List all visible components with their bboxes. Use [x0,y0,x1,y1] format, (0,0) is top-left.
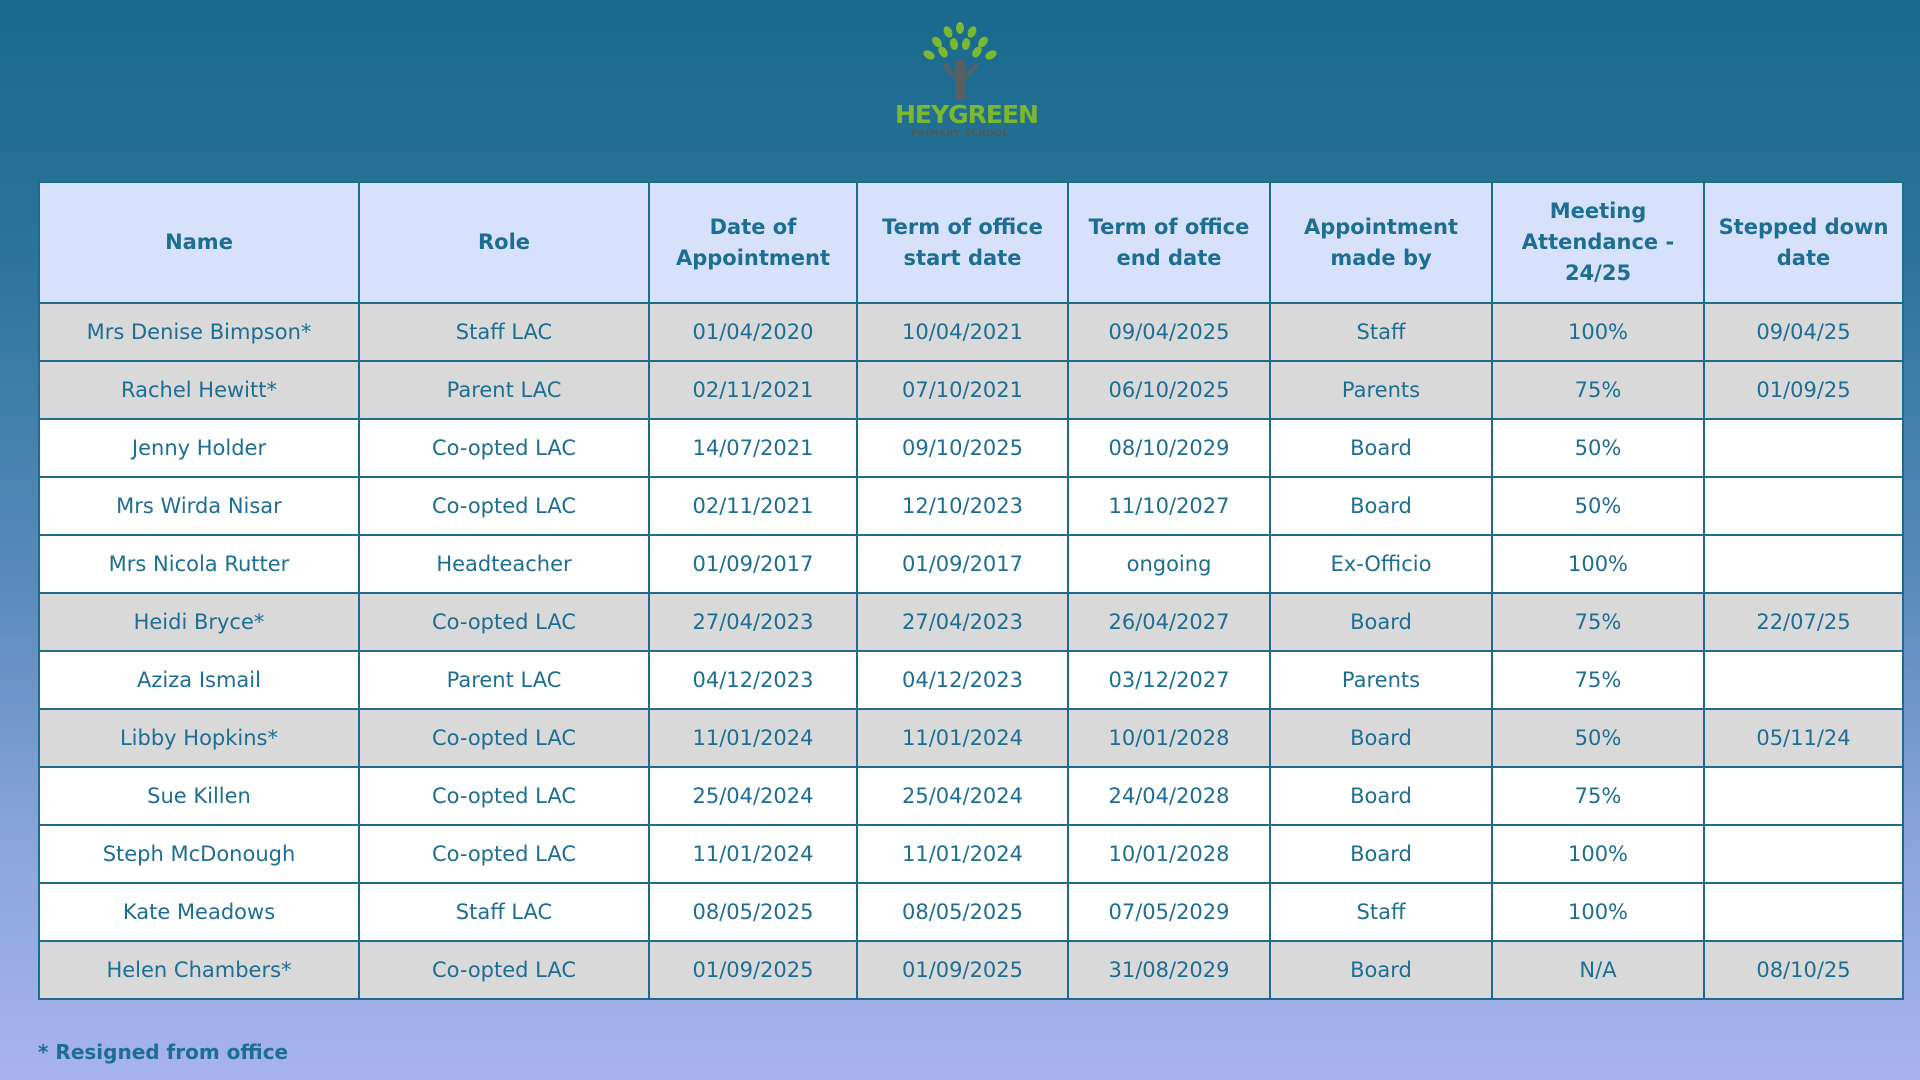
tree-icon [915,22,1005,104]
cell-stepped-down-date: 22/07/25 [1704,593,1903,651]
cell-role: Parent LAC [359,361,649,419]
cell-term-end: 03/12/2027 [1068,651,1270,709]
cell-role: Co-opted LAC [359,825,649,883]
cell-term-end: 24/04/2028 [1068,767,1270,825]
cell-meeting-attendance: 50% [1492,477,1704,535]
table-row [39,303,1903,361]
governors-table [38,181,1904,1000]
table-row [39,361,1903,419]
cell-date-of-appointment: 11/01/2024 [649,709,857,767]
cell-stepped-down-date [1704,651,1903,709]
cell-term-end: 06/10/2025 [1068,361,1270,419]
cell-term-end: 26/04/2027 [1068,593,1270,651]
cell-stepped-down-date [1704,535,1903,593]
table-row [39,941,1903,999]
cell-term-start: 08/05/2025 [857,883,1068,941]
header-term-end: Term of office end date [1068,182,1270,303]
cell-role: Co-opted LAC [359,593,649,651]
table-row [39,593,1903,651]
cell-name: Kate Meadows [39,883,359,941]
table-row [39,419,1903,477]
cell-date-of-appointment: 04/12/2023 [649,651,857,709]
cell-term-start: 09/10/2025 [857,419,1068,477]
cell-role: Co-opted LAC [359,941,649,999]
cell-meeting-attendance: 75% [1492,593,1704,651]
cell-stepped-down-date: 09/04/25 [1704,303,1903,361]
cell-term-start: 25/04/2024 [857,767,1068,825]
header-term-start: Term of office start date [857,182,1068,303]
logo-subtitle: PRIMARY SCHOOL [911,129,1009,139]
cell-meeting-attendance: N/A [1492,941,1704,999]
cell-term-end: ongoing [1068,535,1270,593]
cell-date-of-appointment: 08/05/2025 [649,883,857,941]
header-stepped-down-date: Stepped down date [1704,182,1903,303]
cell-term-start: 07/10/2021 [857,361,1068,419]
cell-name: Mrs Wirda Nisar [39,477,359,535]
cell-meeting-attendance: 100% [1492,883,1704,941]
table-row [39,825,1903,883]
cell-name: Rachel Hewitt* [39,361,359,419]
cell-stepped-down-date: 01/09/25 [1704,361,1903,419]
cell-term-end: 10/01/2028 [1068,709,1270,767]
cell-appointment-made-by: Board [1270,593,1492,651]
cell-appointment-made-by: Board [1270,941,1492,999]
logo-wordmark: HEYGREEN [895,100,1038,129]
table-row [39,535,1903,593]
cell-appointment-made-by: Ex-Officio [1270,535,1492,593]
cell-date-of-appointment: 27/04/2023 [649,593,857,651]
table-row [39,477,1903,535]
cell-date-of-appointment: 01/04/2020 [649,303,857,361]
cell-name: Mrs Nicola Rutter [39,535,359,593]
cell-term-start: 10/04/2021 [857,303,1068,361]
cell-meeting-attendance: 75% [1492,361,1704,419]
header-appointment-made-by: Appointment made by [1270,182,1492,303]
cell-appointment-made-by: Board [1270,767,1492,825]
cell-term-end: 07/05/2029 [1068,883,1270,941]
header-name: Name [39,182,359,303]
cell-role: Staff LAC [359,303,649,361]
cell-date-of-appointment: 02/11/2021 [649,361,857,419]
cell-appointment-made-by: Board [1270,477,1492,535]
header-role: Role [359,182,649,303]
cell-role: Headteacher [359,535,649,593]
cell-role: Co-opted LAC [359,767,649,825]
cell-stepped-down-date: 08/10/25 [1704,941,1903,999]
header-meeting-attendance: Meeting Attendance - 24/25 [1492,182,1704,303]
cell-name: Helen Chambers* [39,941,359,999]
header-row [39,182,1903,303]
table-row [39,883,1903,941]
cell-name: Libby Hopkins* [39,709,359,767]
cell-meeting-attendance: 75% [1492,651,1704,709]
footnote: * Resigned from office [38,1040,289,1064]
cell-name: Steph McDonough [39,825,359,883]
cell-role: Co-opted LAC [359,709,649,767]
cell-stepped-down-date [1704,825,1903,883]
cell-term-start: 04/12/2023 [857,651,1068,709]
cell-appointment-made-by: Staff [1270,303,1492,361]
cell-date-of-appointment: 01/09/2017 [649,535,857,593]
cell-meeting-attendance: 100% [1492,825,1704,883]
cell-term-end: 31/08/2029 [1068,941,1270,999]
cell-term-start: 11/01/2024 [857,825,1068,883]
cell-term-start: 12/10/2023 [857,477,1068,535]
cell-appointment-made-by: Parents [1270,361,1492,419]
table-row [39,651,1903,709]
cell-name: Mrs Denise Bimpson* [39,303,359,361]
cell-name: Jenny Holder [39,419,359,477]
table-body [39,303,1903,999]
cell-appointment-made-by: Board [1270,419,1492,477]
cell-stepped-down-date [1704,477,1903,535]
table-row [39,767,1903,825]
cell-stepped-down-date [1704,883,1903,941]
cell-appointment-made-by: Board [1270,709,1492,767]
cell-role: Staff LAC [359,883,649,941]
cell-date-of-appointment: 14/07/2021 [649,419,857,477]
cell-meeting-attendance: 50% [1492,419,1704,477]
cell-term-start: 27/04/2023 [857,593,1068,651]
cell-meeting-attendance: 50% [1492,709,1704,767]
cell-stepped-down-date [1704,767,1903,825]
cell-role: Co-opted LAC [359,419,649,477]
cell-name: Heidi Bryce* [39,593,359,651]
table-row [39,709,1903,767]
school-logo [895,22,1038,157]
cell-role: Co-opted LAC [359,477,649,535]
cell-term-end: 11/10/2027 [1068,477,1270,535]
cell-date-of-appointment: 25/04/2024 [649,767,857,825]
cell-name: Sue Killen [39,767,359,825]
cell-term-end: 08/10/2029 [1068,419,1270,477]
header-date-of-appointment: Date of Appointment [649,182,857,303]
cell-term-end: 10/01/2028 [1068,825,1270,883]
cell-stepped-down-date: 05/11/24 [1704,709,1903,767]
cell-date-of-appointment: 01/09/2025 [649,941,857,999]
cell-stepped-down-date [1704,419,1903,477]
cell-role: Parent LAC [359,651,649,709]
cell-appointment-made-by: Staff [1270,883,1492,941]
cell-name: Aziza Ismail [39,651,359,709]
cell-meeting-attendance: 100% [1492,303,1704,361]
cell-meeting-attendance: 100% [1492,535,1704,593]
cell-date-of-appointment: 11/01/2024 [649,825,857,883]
cell-term-start: 11/01/2024 [857,709,1068,767]
cell-term-end: 09/04/2025 [1068,303,1270,361]
cell-term-start: 01/09/2017 [857,535,1068,593]
cell-term-start: 01/09/2025 [857,941,1068,999]
cell-meeting-attendance: 75% [1492,767,1704,825]
cell-date-of-appointment: 02/11/2021 [649,477,857,535]
cell-appointment-made-by: Parents [1270,651,1492,709]
cell-appointment-made-by: Board [1270,825,1492,883]
